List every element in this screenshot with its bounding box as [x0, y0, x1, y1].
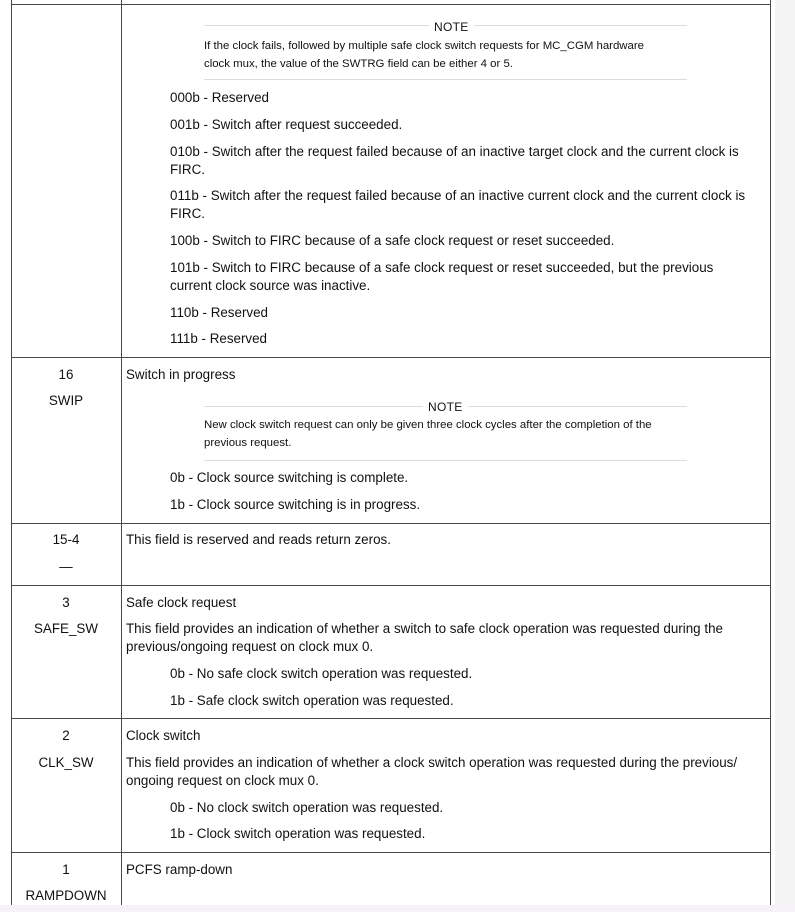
field-name: CLK_SW: [38, 755, 94, 770]
field-title: Switch in progress: [126, 367, 236, 382]
right-margin: [775, 0, 795, 905]
field-description: This field provides an indication of whether a clock switch operation was requested during the previous/: [126, 755, 738, 770]
value-item: 1b - Clock source switching is in progress.: [170, 497, 421, 512]
field-title: PCFS ramp-down: [126, 862, 233, 877]
value-item: 0b - No clock switch operation was requested.: [170, 800, 444, 815]
note-rule-bottom: [204, 460, 687, 461]
field-name: SWIP: [48, 393, 84, 408]
field-description-table: [11, 0, 771, 905]
note-text: If the clock fails, followed by multiple safe clock switch requests for MC_CGM hardware: [204, 40, 644, 52]
note-title: NOTE: [423, 400, 468, 414]
row-divider: [11, 523, 770, 524]
row-divider: [11, 4, 770, 5]
value-item: 000b - Reserved: [170, 90, 269, 105]
value-item-cont: FIRC.: [170, 162, 205, 177]
value-item: 001b - Switch after request succeeded.: [170, 117, 403, 132]
field-description: This field provides an indication of whether a switch to safe clock operation was requested during the: [126, 621, 723, 636]
field-title: Clock switch: [126, 728, 201, 743]
field-description: This field is reserved and reads return zeros.: [126, 532, 391, 547]
value-item: 0b - No safe clock switch operation was requested.: [170, 666, 473, 681]
bottom-edge-strip: [0, 905, 795, 912]
row-divider: [11, 718, 770, 719]
note-text: New clock switch request can only be given three clock cycles after the completion of the: [204, 419, 652, 431]
bit-number: 1: [62, 862, 70, 877]
field-description: ongoing request on clock mux 0.: [126, 773, 319, 788]
note-title: NOTE: [429, 20, 474, 34]
value-item: 1b - Clock switch operation was requested.: [170, 826, 426, 841]
field-description: previous/ongoing request on clock mux 0.: [126, 639, 374, 654]
value-item-cont: current clock source was inactive.: [170, 278, 371, 293]
value-item: 101b - Switch to FIRC because of a safe clock request or reset succeeded, but the previous: [170, 260, 714, 275]
row-divider: [11, 357, 770, 358]
note-text: previous request.: [204, 437, 292, 449]
value-item: 011b - Switch after the request failed because of an inactive current clock and the current clock is: [170, 188, 746, 203]
row-divider: [11, 585, 770, 586]
value-item: 0b - Clock source switching is complete.: [170, 470, 409, 485]
field-name: —: [59, 559, 73, 574]
note-rule-bottom: [204, 79, 687, 80]
value-item: 110b - Reserved: [170, 305, 269, 320]
row-divider: [11, 852, 770, 853]
field-name: RAMPDOWN: [25, 888, 107, 903]
bit-number: 2: [62, 728, 70, 743]
bit-number: 15-4: [52, 532, 80, 547]
table-column-divider: [121, 0, 122, 905]
value-item: 1b - Safe clock switch operation was requested.: [170, 693, 454, 708]
value-item-cont: FIRC.: [170, 206, 205, 221]
value-item: 010b - Switch after the request failed because of an inactive target clock and the current clock is: [170, 144, 739, 159]
value-item: 100b - Switch to FIRC because of a safe clock request or reset succeeded.: [170, 233, 615, 248]
field-name: SAFE_SW: [34, 621, 98, 636]
note-text: clock mux, the value of the SWTRG field can be either 4 or 5.: [204, 58, 513, 70]
bit-number: 3: [62, 595, 70, 610]
table-border-right: [770, 0, 771, 905]
field-title: Safe clock request: [126, 595, 237, 610]
value-item: 111b - Reserved: [170, 331, 268, 346]
bit-number: 16: [58, 367, 74, 382]
